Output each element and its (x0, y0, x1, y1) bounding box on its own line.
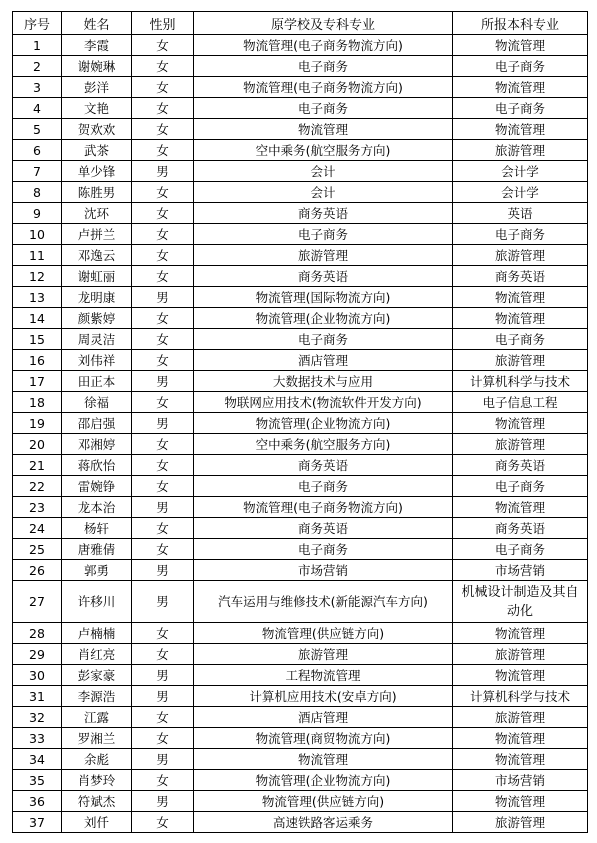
cell-index: 1 (13, 35, 62, 56)
cell-name: 颜紫婷 (62, 308, 132, 329)
cell-original-major: 旅游管理 (194, 644, 453, 665)
table-row (13, 329, 588, 350)
cell-original-major: 物流管理 (194, 119, 453, 140)
student-table (12, 11, 588, 833)
cell-target-major: 旅游管理 (453, 245, 588, 266)
table-row (13, 56, 588, 77)
header-target-major: 所报本科专业 (453, 12, 588, 35)
table-row (13, 371, 588, 392)
cell-target-major: 电子商务 (453, 329, 588, 350)
cell-target-major: 物流管理 (453, 497, 588, 518)
cell-index: 28 (13, 623, 62, 644)
cell-name: 徐福 (62, 392, 132, 413)
cell-gender: 女 (132, 77, 194, 98)
cell-original-major: 市场营销 (194, 560, 453, 581)
header-gender: 性别 (132, 12, 194, 35)
cell-name: 龙本治 (62, 497, 132, 518)
cell-index: 17 (13, 371, 62, 392)
cell-name: 余彪 (62, 749, 132, 770)
cell-original-major: 工程物流管理 (194, 665, 453, 686)
cell-name: 田正本 (62, 371, 132, 392)
cell-gender: 女 (132, 308, 194, 329)
cell-original-major: 会计 (194, 161, 453, 182)
cell-name: 罗湘兰 (62, 728, 132, 749)
table-row (13, 308, 588, 329)
cell-target-major: 商务英语 (453, 455, 588, 476)
cell-index: 10 (13, 224, 62, 245)
table-row (13, 791, 588, 812)
cell-gender: 女 (132, 392, 194, 413)
cell-target-major: 物流管理 (453, 77, 588, 98)
table-row (13, 161, 588, 182)
cell-name: 卢楠楠 (62, 623, 132, 644)
table-row (13, 287, 588, 308)
cell-gender: 女 (132, 266, 194, 287)
cell-name: 单少锋 (62, 161, 132, 182)
cell-target-major: 物流管理 (453, 413, 588, 434)
cell-index: 9 (13, 203, 62, 224)
table-row (13, 434, 588, 455)
table-row (13, 581, 588, 623)
table-row (13, 707, 588, 728)
cell-target-major: 物流管理 (453, 728, 588, 749)
cell-target-major: 电子商务 (453, 476, 588, 497)
cell-index: 23 (13, 497, 62, 518)
table-row (13, 644, 588, 665)
cell-target-major: 旅游管理 (453, 140, 588, 161)
cell-target-major: 旅游管理 (453, 350, 588, 371)
cell-name: 刘仟 (62, 812, 132, 833)
cell-name: 谢婉琳 (62, 56, 132, 77)
cell-index: 15 (13, 329, 62, 350)
cell-name: 彭洋 (62, 77, 132, 98)
cell-target-major: 电子商务 (453, 56, 588, 77)
cell-name: 许移川 (62, 581, 132, 623)
cell-name: 肖梦玲 (62, 770, 132, 791)
cell-name: 文艳 (62, 98, 132, 119)
cell-target-major: 旅游管理 (453, 812, 588, 833)
table-row (13, 770, 588, 791)
cell-gender: 女 (132, 182, 194, 203)
cell-target-major: 计算机科学与技术 (453, 686, 588, 707)
cell-name: 陈胜男 (62, 182, 132, 203)
cell-name: 雷婉铮 (62, 476, 132, 497)
cell-gender: 女 (132, 329, 194, 350)
table-row (13, 119, 588, 140)
cell-gender: 女 (132, 434, 194, 455)
cell-index: 33 (13, 728, 62, 749)
cell-name: 沈环 (62, 203, 132, 224)
cell-target-major: 电子商务 (453, 539, 588, 560)
cell-gender: 女 (132, 728, 194, 749)
cell-target-major: 物流管理 (453, 665, 588, 686)
cell-original-major: 电子商务 (194, 476, 453, 497)
cell-original-major: 物流管理 (194, 749, 453, 770)
cell-target-major: 电子商务 (453, 98, 588, 119)
cell-target-major: 物流管理 (453, 287, 588, 308)
cell-original-major: 电子商务 (194, 56, 453, 77)
cell-name: 邓逸云 (62, 245, 132, 266)
cell-gender: 女 (132, 56, 194, 77)
cell-index: 13 (13, 287, 62, 308)
cell-original-major: 物流管理(供应链方向) (194, 623, 453, 644)
cell-target-major: 旅游管理 (453, 434, 588, 455)
table-row (13, 77, 588, 98)
cell-original-major: 会计 (194, 182, 453, 203)
cell-original-major: 计算机应用技术(安卓方向) (194, 686, 453, 707)
cell-gender: 男 (132, 791, 194, 812)
cell-target-major: 市场营销 (453, 770, 588, 791)
cell-original-major: 空中乘务(航空服务方向) (194, 140, 453, 161)
cell-gender: 女 (132, 350, 194, 371)
cell-gender: 男 (132, 560, 194, 581)
cell-original-major: 物流管理(国际物流方向) (194, 287, 453, 308)
cell-original-major: 物流管理(企业物流方向) (194, 770, 453, 791)
table-row (13, 518, 588, 539)
cell-original-major: 酒店管理 (194, 707, 453, 728)
table-row (13, 413, 588, 434)
cell-index: 29 (13, 644, 62, 665)
cell-original-major: 酒店管理 (194, 350, 453, 371)
cell-original-major: 电子商务 (194, 224, 453, 245)
cell-index: 16 (13, 350, 62, 371)
cell-name: 郭勇 (62, 560, 132, 581)
cell-gender: 女 (132, 770, 194, 791)
cell-target-major: 物流管理 (453, 119, 588, 140)
cell-target-major: 物流管理 (453, 623, 588, 644)
cell-original-major: 电子商务 (194, 98, 453, 119)
cell-index: 4 (13, 98, 62, 119)
cell-index: 14 (13, 308, 62, 329)
cell-name: 贺欢欢 (62, 119, 132, 140)
cell-gender: 女 (132, 203, 194, 224)
cell-name: 肖红亮 (62, 644, 132, 665)
cell-original-major: 商务英语 (194, 203, 453, 224)
cell-name: 刘伟祥 (62, 350, 132, 371)
cell-index: 11 (13, 245, 62, 266)
cell-target-major: 商务英语 (453, 518, 588, 539)
cell-index: 2 (13, 56, 62, 77)
cell-name: 彭家豪 (62, 665, 132, 686)
cell-target-major: 会计学 (453, 161, 588, 182)
cell-original-major: 物联网应用技术(物流软件开发方向) (194, 392, 453, 413)
table-row (13, 392, 588, 413)
cell-original-major: 物流管理(电子商务物流方向) (194, 77, 453, 98)
cell-gender: 男 (132, 287, 194, 308)
header-original-major: 原学校及专科专业 (194, 12, 453, 35)
cell-gender: 女 (132, 455, 194, 476)
cell-original-major: 大数据技术与应用 (194, 371, 453, 392)
cell-index: 35 (13, 770, 62, 791)
cell-original-major: 商务英语 (194, 455, 453, 476)
table-row (13, 623, 588, 644)
cell-index: 30 (13, 665, 62, 686)
table-row (13, 35, 588, 56)
cell-gender: 女 (132, 98, 194, 119)
table-row (13, 539, 588, 560)
cell-original-major: 物流管理(电子商务物流方向) (194, 35, 453, 56)
cell-original-major: 电子商务 (194, 329, 453, 350)
header-index: 序号 (13, 12, 62, 35)
cell-original-major: 物流管理(企业物流方向) (194, 308, 453, 329)
cell-target-major: 旅游管理 (453, 644, 588, 665)
table-row (13, 476, 588, 497)
cell-gender: 男 (132, 161, 194, 182)
cell-index: 3 (13, 77, 62, 98)
cell-name: 唐雅倩 (62, 539, 132, 560)
cell-index: 19 (13, 413, 62, 434)
cell-gender: 女 (132, 476, 194, 497)
cell-original-major: 物流管理(企业物流方向) (194, 413, 453, 434)
cell-gender: 女 (132, 623, 194, 644)
table-row (13, 812, 588, 833)
cell-gender: 男 (132, 686, 194, 707)
cell-gender: 男 (132, 413, 194, 434)
cell-gender: 女 (132, 644, 194, 665)
cell-original-major: 高速铁路客运乘务 (194, 812, 453, 833)
cell-index: 32 (13, 707, 62, 728)
cell-gender: 男 (132, 581, 194, 623)
cell-name: 邵启强 (62, 413, 132, 434)
table-row (13, 728, 588, 749)
table-row (13, 686, 588, 707)
table-row (13, 497, 588, 518)
table-row (13, 749, 588, 770)
cell-index: 27 (13, 581, 62, 623)
cell-name: 武茶 (62, 140, 132, 161)
cell-index: 7 (13, 161, 62, 182)
cell-original-major: 商务英语 (194, 518, 453, 539)
cell-gender: 女 (132, 35, 194, 56)
header-name: 姓名 (62, 12, 132, 35)
cell-index: 37 (13, 812, 62, 833)
cell-target-major: 英语 (453, 203, 588, 224)
cell-target-major: 物流管理 (453, 749, 588, 770)
cell-gender: 女 (132, 518, 194, 539)
cell-gender: 女 (132, 140, 194, 161)
cell-index: 5 (13, 119, 62, 140)
table-row (13, 98, 588, 119)
cell-gender: 男 (132, 749, 194, 770)
cell-gender: 女 (132, 707, 194, 728)
cell-gender: 女 (132, 224, 194, 245)
cell-gender: 男 (132, 371, 194, 392)
table-body (13, 35, 588, 833)
cell-gender: 女 (132, 245, 194, 266)
cell-index: 31 (13, 686, 62, 707)
cell-gender: 女 (132, 812, 194, 833)
cell-index: 18 (13, 392, 62, 413)
cell-name: 杨轩 (62, 518, 132, 539)
table-row (13, 560, 588, 581)
cell-target-major: 电子商务 (453, 224, 588, 245)
cell-name: 江露 (62, 707, 132, 728)
cell-original-major: 物流管理(商贸物流方向) (194, 728, 453, 749)
cell-target-major: 物流管理 (453, 308, 588, 329)
cell-name: 谢虹丽 (62, 266, 132, 287)
cell-index: 34 (13, 749, 62, 770)
cell-target-major: 会计学 (453, 182, 588, 203)
cell-index: 12 (13, 266, 62, 287)
cell-index: 25 (13, 539, 62, 560)
cell-name: 邓湘婷 (62, 434, 132, 455)
cell-target-major: 商务英语 (453, 266, 588, 287)
cell-name: 蒋欣怡 (62, 455, 132, 476)
table-row (13, 140, 588, 161)
cell-original-major: 物流管理(供应链方向) (194, 791, 453, 812)
cell-index: 20 (13, 434, 62, 455)
table-row (13, 266, 588, 287)
cell-gender: 女 (132, 539, 194, 560)
cell-target-major: 物流管理 (453, 791, 588, 812)
table-row (13, 203, 588, 224)
cell-name: 周灵洁 (62, 329, 132, 350)
cell-index: 8 (13, 182, 62, 203)
cell-index: 6 (13, 140, 62, 161)
table-row (13, 182, 588, 203)
cell-original-major: 物流管理(电子商务物流方向) (194, 497, 453, 518)
header-row (13, 12, 588, 35)
table-row (13, 455, 588, 476)
cell-index: 26 (13, 560, 62, 581)
cell-name: 李霞 (62, 35, 132, 56)
cell-name: 李源浩 (62, 686, 132, 707)
cell-original-major: 汽车运用与维修技术(新能源汽车方向) (194, 581, 453, 623)
cell-target-major: 物流管理 (453, 35, 588, 56)
cell-gender: 男 (132, 497, 194, 518)
cell-target-major: 计算机科学与技术 (453, 371, 588, 392)
cell-gender: 女 (132, 119, 194, 140)
cell-name: 龙明康 (62, 287, 132, 308)
cell-original-major: 空中乘务(航空服务方向) (194, 434, 453, 455)
cell-original-major: 旅游管理 (194, 245, 453, 266)
cell-target-major: 电子信息工程 (453, 392, 588, 413)
table-row (13, 665, 588, 686)
cell-original-major: 电子商务 (194, 539, 453, 560)
cell-original-major: 商务英语 (194, 266, 453, 287)
cell-target-major: 市场营销 (453, 560, 588, 581)
cell-name: 符斌杰 (62, 791, 132, 812)
cell-name: 卢拼兰 (62, 224, 132, 245)
cell-target-major: 旅游管理 (453, 707, 588, 728)
cell-index: 22 (13, 476, 62, 497)
table-row (13, 350, 588, 371)
cell-target-major: 机械设计制造及其自动化 (453, 581, 588, 623)
table-row (13, 224, 588, 245)
cell-index: 36 (13, 791, 62, 812)
cell-index: 21 (13, 455, 62, 476)
cell-gender: 男 (132, 665, 194, 686)
cell-index: 24 (13, 518, 62, 539)
table-row (13, 245, 588, 266)
